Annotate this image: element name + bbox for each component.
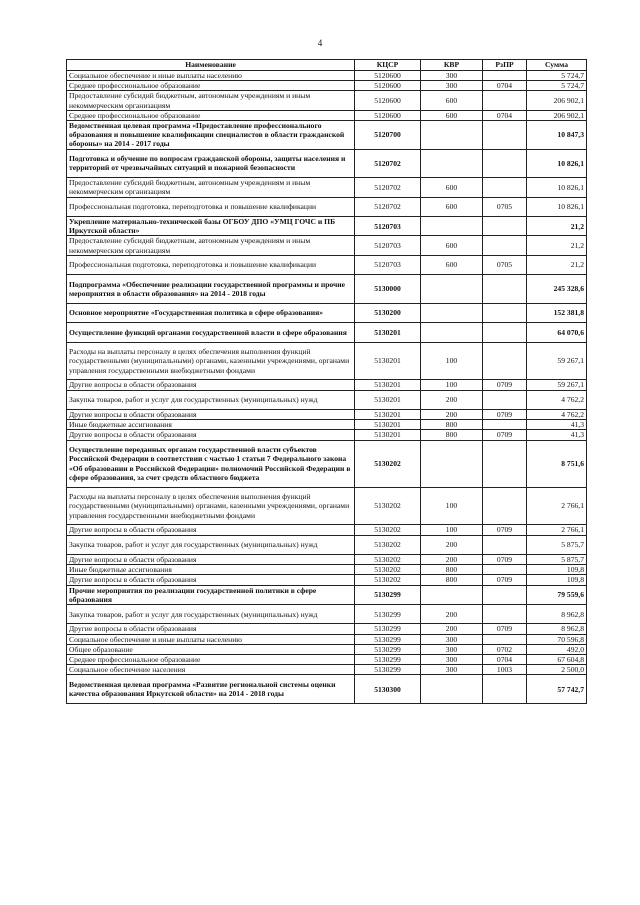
row-name-cell: Прочие мероприятия по реализации государственной политики в сфере образования [67, 585, 355, 604]
header-rzpr: РзПР [483, 60, 527, 71]
table-header-row [67, 60, 587, 71]
table-row [67, 110, 587, 120]
row-kvr-cell: 600 [421, 91, 483, 110]
row-sum-cell: 79 559,6 [527, 585, 587, 604]
row-kcsr-cell: 5120702 [355, 178, 421, 197]
table-row [67, 585, 587, 604]
row-kvr-cell [421, 149, 483, 178]
row-name-cell: Подпрограмма «Обеспечение реализации государственной программы и прочие мероприятия в области образования» на 2014 - 2018 годы [67, 275, 355, 304]
row-kcsr-cell: 5130202 [355, 440, 421, 487]
row-sum-cell: 67 604,8 [527, 655, 587, 665]
row-kvr-cell: 200 [421, 554, 483, 564]
row-rzpr-cell: 0709 [483, 554, 527, 564]
row-name-cell: Социальное обеспечение населения [67, 665, 355, 675]
row-rzpr-cell [483, 217, 527, 236]
table-row [67, 178, 587, 197]
row-kvr-cell [421, 275, 483, 304]
row-kvr-cell: 300 [421, 644, 483, 654]
page-number: 4 [317, 38, 323, 48]
row-kcsr-cell: 5120600 [355, 91, 421, 110]
row-kvr-cell: 200 [421, 535, 483, 554]
row-name-cell: Среднее профессиональное образование [67, 655, 355, 665]
row-kcsr-cell: 5120600 [355, 71, 421, 81]
row-rzpr-cell: 0704 [483, 655, 527, 665]
table-row [67, 275, 587, 304]
row-kvr-cell: 100 [421, 380, 483, 390]
row-name-cell: Общее образование [67, 644, 355, 654]
table-row [67, 675, 587, 704]
table-row [67, 197, 587, 216]
row-rzpr-cell [483, 440, 527, 487]
row-sum-cell: 4 762,2 [527, 409, 587, 419]
row-sum-cell: 21,2 [527, 217, 587, 236]
row-rzpr-cell: 0705 [483, 197, 527, 216]
row-name-cell: Расходы на выплаты персоналу в целях обеспечения выполнения функций государственными (муниципальными) органами, казенными учреждениями, органами управления государственными внебюджетными фондами [67, 342, 355, 380]
table-row [67, 634, 587, 644]
row-rzpr-cell [483, 178, 527, 197]
row-kvr-cell [421, 217, 483, 236]
row-name-cell: Другие вопросы в области образования [67, 380, 355, 390]
row-rzpr-cell: 0709 [483, 430, 527, 440]
row-name-cell: Закупка товаров, работ и услуг для государственных (муниципальных) нужд [67, 390, 355, 409]
row-sum-cell: 10 847,3 [527, 121, 587, 150]
row-name-cell: Предоставление субсидий бюджетным, автономным учреждениям и иным некоммерческим организациям [67, 178, 355, 197]
row-rzpr-cell: 0704 [483, 81, 527, 91]
row-kvr-cell: 200 [421, 624, 483, 634]
row-sum-cell: 2 500,0 [527, 665, 587, 675]
row-sum-cell: 5 875,7 [527, 535, 587, 554]
row-rzpr-cell: 0702 [483, 644, 527, 654]
row-kcsr-cell: 5120700 [355, 121, 421, 150]
table-row [67, 644, 587, 654]
row-rzpr-cell: 0709 [483, 525, 527, 535]
row-kcsr-cell: 5130201 [355, 420, 421, 430]
row-kvr-cell: 600 [421, 110, 483, 120]
table-row [67, 255, 587, 274]
row-sum-cell: 59 267,1 [527, 342, 587, 380]
table-row [67, 487, 587, 525]
row-kcsr-cell: 5130201 [355, 409, 421, 419]
row-kvr-cell: 600 [421, 236, 483, 255]
row-kvr-cell [421, 303, 483, 322]
table-row [67, 91, 587, 110]
row-kcsr-cell: 5130000 [355, 275, 421, 304]
row-kcsr-cell: 5130201 [355, 430, 421, 440]
row-name-cell: Среднее профессиональное образование [67, 81, 355, 91]
row-kcsr-cell: 5130299 [355, 665, 421, 675]
row-kvr-cell: 800 [421, 430, 483, 440]
row-rzpr-cell: 1003 [483, 665, 527, 675]
row-name-cell: Социальное обеспечение и иные выплаты населению [67, 71, 355, 81]
row-rzpr-cell [483, 91, 527, 110]
row-kcsr-cell: 5120703 [355, 217, 421, 236]
row-kvr-cell: 800 [421, 575, 483, 585]
row-kvr-cell: 300 [421, 665, 483, 675]
row-name-cell: Иные бюджетные ассигнования [67, 420, 355, 430]
row-name-cell: Подготовка и обучение по вопросам гражданской обороны, защиты населения и территорий от чрезвычайных ситуаций и пожарной безопасности [67, 149, 355, 178]
table-row [67, 71, 587, 81]
row-kvr-cell: 600 [421, 178, 483, 197]
table-row [67, 605, 587, 624]
row-name-cell: Иные бюджетные ассигнования [67, 565, 355, 575]
row-kcsr-cell: 5130299 [355, 605, 421, 624]
row-kcsr-cell: 5130202 [355, 554, 421, 564]
table-row [67, 217, 587, 236]
row-sum-cell: 245 328,6 [527, 275, 587, 304]
row-rzpr-cell [483, 323, 527, 342]
row-kcsr-cell: 5120703 [355, 255, 421, 274]
row-rzpr-cell [483, 390, 527, 409]
row-rzpr-cell: 0705 [483, 255, 527, 274]
row-kvr-cell: 600 [421, 255, 483, 274]
row-name-cell: Осуществление переданных органам государственной власти субъектов Российской Федерации в соответствии с частью 1 статьи 7 Федерального закона «Об образовании в Российской Федерации» полномочий Российской Федерации в сфере образования, за счет средств областного бюджета [67, 440, 355, 487]
row-sum-cell: 41,3 [527, 430, 587, 440]
row-sum-cell: 21,2 [527, 236, 587, 255]
header-sum: Сумма [527, 60, 587, 71]
row-sum-cell: 5 875,7 [527, 554, 587, 564]
row-kvr-cell: 300 [421, 81, 483, 91]
row-kcsr-cell: 5130299 [355, 655, 421, 665]
row-kcsr-cell: 5130299 [355, 624, 421, 634]
row-name-cell: Ведомственная целевая программа «Развитие региональной системы оценки качества образования Иркутской области» на 2014 - 2018 годы [67, 675, 355, 704]
row-name-cell: Расходы на выплаты персоналу в целях обеспечения выполнения функций государственными (муниципальными) органами, казенными учреждениями, органами управления государственными внебюджетными фондами [67, 487, 355, 525]
row-kcsr-cell: 5130202 [355, 535, 421, 554]
row-sum-cell: 41,3 [527, 420, 587, 430]
row-rzpr-cell: 0709 [483, 409, 527, 419]
row-sum-cell: 8 751,6 [527, 440, 587, 487]
row-kcsr-cell: 5120600 [355, 81, 421, 91]
row-kcsr-cell: 5130299 [355, 634, 421, 644]
row-sum-cell: 57 742,7 [527, 675, 587, 704]
row-kcsr-cell: 5130202 [355, 487, 421, 525]
row-kvr-cell [421, 675, 483, 704]
row-sum-cell: 2 766,1 [527, 525, 587, 535]
row-kcsr-cell: 5120702 [355, 197, 421, 216]
row-name-cell: Закупка товаров, работ и услуг для государственных (муниципальных) нужд [67, 605, 355, 624]
row-sum-cell: 152 381,8 [527, 303, 587, 322]
row-sum-cell: 8 962,8 [527, 624, 587, 634]
row-kvr-cell: 200 [421, 409, 483, 419]
row-kcsr-cell: 5130202 [355, 575, 421, 585]
table-row [67, 409, 587, 419]
row-kvr-cell: 300 [421, 71, 483, 81]
table-row [67, 236, 587, 255]
table-row [67, 554, 587, 564]
row-kcsr-cell: 5130201 [355, 342, 421, 380]
header-kcsr: КЦСР [355, 60, 421, 71]
row-name-cell: Осуществление функций органами государственной власти в сфере образования [67, 323, 355, 342]
table-row [67, 655, 587, 665]
row-kcsr-cell: 5130299 [355, 585, 421, 604]
row-sum-cell: 10 826,1 [527, 178, 587, 197]
row-kvr-cell: 200 [421, 605, 483, 624]
row-kvr-cell: 300 [421, 634, 483, 644]
row-kcsr-cell: 5130299 [355, 644, 421, 654]
row-rzpr-cell: 0709 [483, 624, 527, 634]
row-kcsr-cell: 5130202 [355, 565, 421, 575]
row-sum-cell: 109,8 [527, 565, 587, 575]
row-rzpr-cell: 0709 [483, 575, 527, 585]
row-sum-cell: 10 826,1 [527, 149, 587, 178]
table-row [67, 81, 587, 91]
row-kcsr-cell: 5130201 [355, 380, 421, 390]
header-name: Наименование [67, 60, 355, 71]
row-kvr-cell [421, 121, 483, 150]
table-row [67, 624, 587, 634]
row-rzpr-cell [483, 303, 527, 322]
row-kcsr-cell: 5120703 [355, 236, 421, 255]
row-rzpr-cell [483, 236, 527, 255]
table-row [67, 565, 587, 575]
row-kvr-cell: 800 [421, 565, 483, 575]
row-rzpr-cell [483, 585, 527, 604]
table-row [67, 525, 587, 535]
row-name-cell: Среднее профессиональное образование [67, 110, 355, 120]
row-name-cell: Другие вопросы в области образования [67, 624, 355, 634]
row-kcsr-cell: 5130200 [355, 303, 421, 322]
row-rzpr-cell [483, 121, 527, 150]
row-sum-cell: 59 267,1 [527, 380, 587, 390]
row-name-cell: Предоставление субсидий бюджетным, автономным учреждениям и иным некоммерческим организациям [67, 91, 355, 110]
row-name-cell: Профессиональная подготовка, переподготовка и повышение квалификации [67, 255, 355, 274]
row-kvr-cell [421, 323, 483, 342]
row-rzpr-cell [483, 71, 527, 81]
table-row [67, 440, 587, 487]
table-row [67, 303, 587, 322]
row-rzpr-cell [483, 342, 527, 380]
row-kvr-cell: 100 [421, 342, 483, 380]
row-name-cell: Другие вопросы в области образования [67, 575, 355, 585]
row-kvr-cell: 100 [421, 487, 483, 525]
row-kcsr-cell: 5130201 [355, 323, 421, 342]
row-sum-cell: 8 962,8 [527, 605, 587, 624]
row-kvr-cell: 100 [421, 525, 483, 535]
row-sum-cell: 109,8 [527, 575, 587, 585]
row-kvr-cell: 600 [421, 197, 483, 216]
budget-table [66, 59, 587, 704]
row-kvr-cell [421, 585, 483, 604]
row-rzpr-cell [483, 275, 527, 304]
row-kcsr-cell: 5130202 [355, 525, 421, 535]
table-row [67, 380, 587, 390]
row-name-cell: Социальное обеспечение и иные выплаты населению [67, 634, 355, 644]
row-rzpr-cell [483, 420, 527, 430]
row-kvr-cell: 300 [421, 655, 483, 665]
row-rzpr-cell [483, 487, 527, 525]
row-rzpr-cell [483, 535, 527, 554]
row-rzpr-cell [483, 675, 527, 704]
row-name-cell: Другие вопросы в области образования [67, 525, 355, 535]
row-name-cell: Другие вопросы в области образования [67, 430, 355, 440]
row-sum-cell: 70 596,8 [527, 634, 587, 644]
table-body [67, 71, 587, 704]
row-sum-cell: 206 902,1 [527, 91, 587, 110]
row-name-cell: Другие вопросы в области образования [67, 409, 355, 419]
row-sum-cell: 5 724,7 [527, 71, 587, 81]
row-sum-cell: 64 070,6 [527, 323, 587, 342]
table-row [67, 535, 587, 554]
row-name-cell: Профессиональная подготовка, переподготовка и повышение квалификации [67, 197, 355, 216]
row-kcsr-cell: 5130201 [355, 390, 421, 409]
row-sum-cell: 206 902,1 [527, 110, 587, 120]
row-kcsr-cell: 5120600 [355, 110, 421, 120]
header-kvr: КВР [421, 60, 483, 71]
row-name-cell: Укрепление материально-технической базы ОГБОУ ДПО «УМЦ ГОЧС и ПБ Иркутской области» [67, 217, 355, 236]
table-row [67, 575, 587, 585]
table-row [67, 149, 587, 178]
row-kcsr-cell: 5120702 [355, 149, 421, 178]
row-sum-cell: 2 766,1 [527, 487, 587, 525]
row-name-cell: Ведомственная целевая программа «Предоставление профессионального образования и повышение квалификации специалистов в области гражданской обороны» на 2014 - 2017 годы [67, 121, 355, 150]
row-sum-cell: 5 724,7 [527, 81, 587, 91]
table-row [67, 430, 587, 440]
row-name-cell: Предоставление субсидий бюджетным, автономным учреждениям и иным некоммерческим организациям [67, 236, 355, 255]
row-rzpr-cell [483, 565, 527, 575]
row-kvr-cell: 800 [421, 420, 483, 430]
row-rzpr-cell [483, 605, 527, 624]
row-kvr-cell: 200 [421, 390, 483, 409]
row-kvr-cell [421, 440, 483, 487]
table-row [67, 323, 587, 342]
table-row [67, 665, 587, 675]
table-row [67, 121, 587, 150]
table-row [67, 420, 587, 430]
row-rzpr-cell: 0709 [483, 380, 527, 390]
table-row [67, 390, 587, 409]
row-sum-cell: 21,2 [527, 255, 587, 274]
row-name-cell: Другие вопросы в области образования [67, 554, 355, 564]
row-rzpr-cell [483, 149, 527, 178]
table-row [67, 342, 587, 380]
row-name-cell: Закупка товаров, работ и услуг для государственных (муниципальных) нужд [67, 535, 355, 554]
row-rzpr-cell: 0704 [483, 110, 527, 120]
row-rzpr-cell [483, 634, 527, 644]
row-kcsr-cell: 5130300 [355, 675, 421, 704]
row-sum-cell: 4 762,2 [527, 390, 587, 409]
row-name-cell: Основное мероприятие «Государственная политика в сфере образования» [67, 303, 355, 322]
row-sum-cell: 10 826,1 [527, 197, 587, 216]
row-sum-cell: 492,0 [527, 644, 587, 654]
